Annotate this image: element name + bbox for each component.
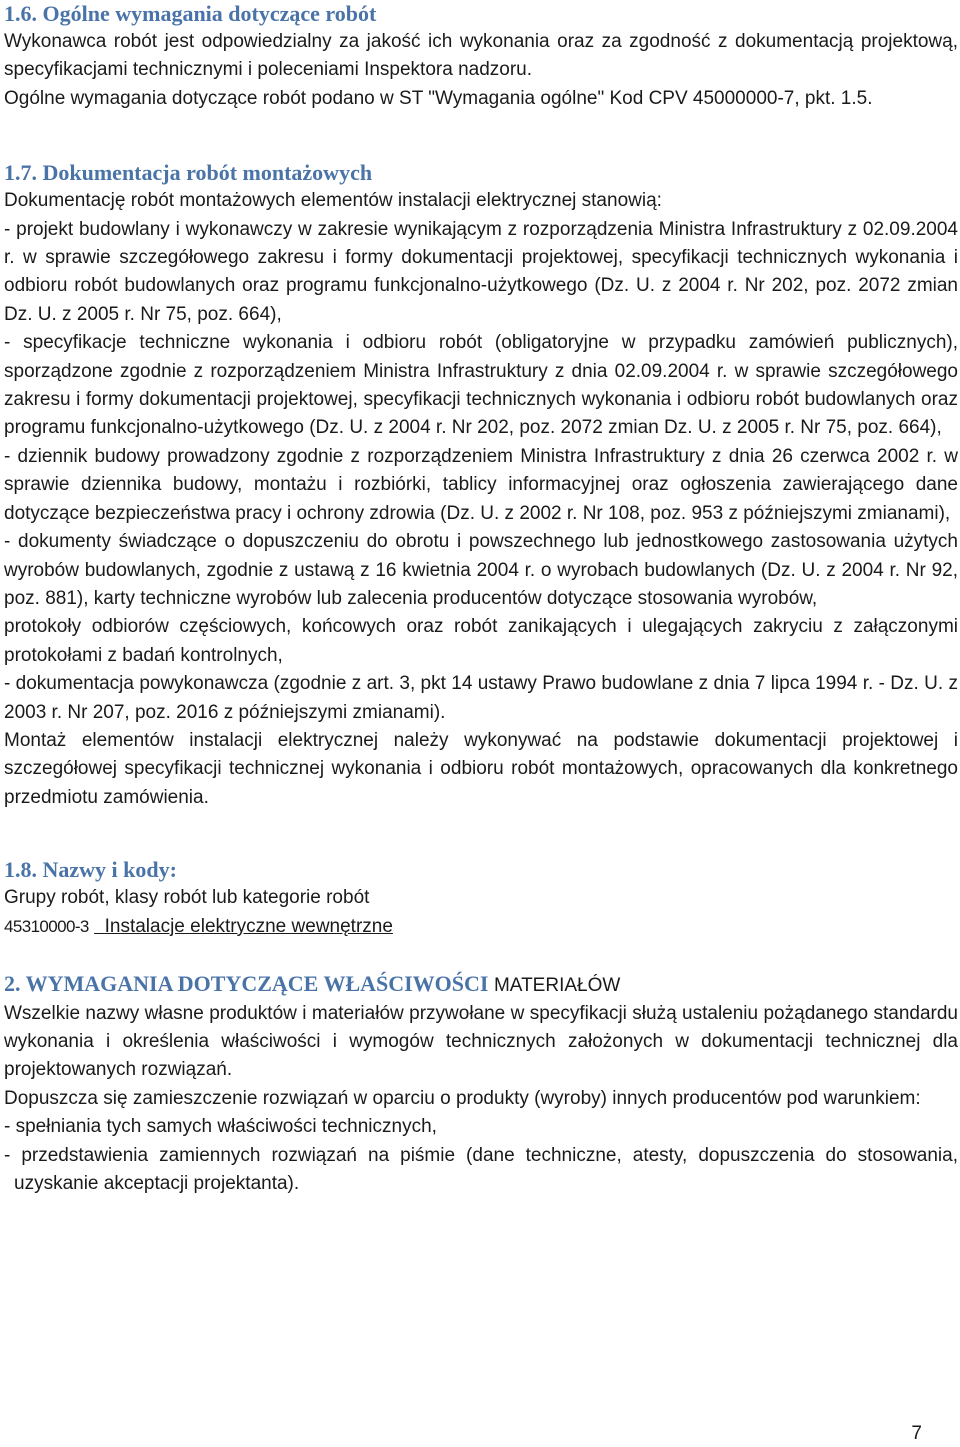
page-number: 7 [911,1423,922,1444]
section-1-7-item-protocols: protokoły odbiorów częściowych, końcowych oraz robót zanikających i ulegających zakryciu z załączonymi protokołami z badań kontrolnych, [4,616,958,666]
cpv-code: 45310000-3 [4,916,89,936]
section-1-7-item-as-built: - dokumentacja powykonawcza (zgodnie z art. 3, pkt 14 ustawy Prawo budowlane z dnia 7 lipca 1994 r. - Dz. U. z 2003 r. Nr 207, poz. 2016 z późniejszymi zmianami). [4,673,958,723]
cpv-code-row [4,913,958,941]
section-1-8-heading: 1.8. Nazwy i kody: [4,857,177,883]
section-1-7-installation-note: Montaż elementów instalacji elektrycznej należy wykonywać na podstawie dokumentacji projektowej i szczegółowej specyfikacji technicznej wykonania i odbioru robót montażowych, opracowanych dla konkretnego przedmiotu zamówienia. [4,729,958,808]
document-page [4,0,958,1198]
section-1-8-subtitle: Grupy robót, klasy robót lub kategorie robót [4,887,370,909]
section-2-paragraph-1: Wszelkie nazwy własne produktów i materiałów przywołane w specyfikacji służą ustaleniu pożądanego standardu wykonania i określenia właściwości i wymogów technicznych założonych w dokumentacji technicznej dla projektowanych rozwiązań. [4,1002,958,1081]
section-1-6-heading: 1.6. Ogólne wymagania dotyczące robót [4,1,377,26]
cpv-code-name: Instalacje elektryczne wewnętrzne [104,915,393,937]
section-1-7-item-project: - projekt budowlany i wykonawczy w zakresie wynikającym z rozporządzenia Ministra Infrastruktury z 02.09.2004 r. w sprawie szczegółowego zakresu i formy dokumentacji projektowej, specyfikacji technicznych wykonania i odbioru robót budowlanych oraz programu funkcjonalno-użytkowego (Dz. U. z 2004 r. Nr 202, poz. 2072 zmian Dz. U. z 2005 r. Nr 75, poz. 664), [4,218,958,325]
section-1-7-item-specifications: - specyfikacje techniczne wykonania i odbioru robót (obligatoryjne w przypadku zamówień publicznych), sporządzone zgodnie z rozporządzeniem Ministra Infrastruktury z dnia 02.09.2004 r. w sprawie szczegółowego zakresu i formy dokumentacji projektowej, specyfikacji technicznych wykonania i odbioru robót budowlanych oraz programu funkcjonalno-użytkowego (Dz. U. z 2004 r. Nr 202, poz. 2072 zmian Dz. U. z 2005 r. Nr 75, poz. 664), [4,332,958,439]
section-1-7-item-site-diary: - dziennik budowy prowadzony zgodnie z rozporządzeniem Ministra Infrastruktury z dnia 26 czerwca 2002 r. w sprawie dziennika budowy, montażu i rozbiórki, tablicy informacyjnej oraz ogłoszenia zawierającego dane dotyczące bezpieczeństwa pracy i ochrony zdrowia (Dz. U. z 2002 r. Nr 108, poz. 953 z późniejszymi zmianami), [4,445,958,524]
section-2-title-tail: MATERIAŁÓW [493,974,621,996]
section-1-6-paragraph-2: Ogólne wymagania dotyczące robót podano w ST "Wymagania ogólne" Kod CPV 45000000-7, pkt. 1.5. [4,87,873,109]
section-2-paragraph-2: Dopuszcza się zamieszczenie rozwiązań w oparciu o produkty (wyroby) innych producentów pod warunkiem: [4,1087,921,1109]
section-1-7-intro: Dokumentację robót montażowych elementów instalacji elektrycznej stanowią: [4,190,662,212]
section-1-7-item-approvals: - dokumenty świadczące o dopuszczeniu do obrotu i powszechnego lub jednostkowego zastosowania użytych wyrobów budowlanych, zgodnie z ustawą z 16 kwietnia 2004 r. o wyrobach budowlanych (Dz. U. z 2004 r. Nr 92, poz. 881), karty techniczne wyrobów lub zalecenia producentów dotyczące stosowania wyrobów, [4,531,958,609]
section-1-6-paragraph-1: Wykonawca robót jest odpowiedzialny za jakość ich wykonania oraz za zgodność z dokumentacją projektową, specyfikacjami technicznymi i poleceniami Inspektora nadzoru. [4,31,958,81]
section-1-7-heading: 1.7. Dokumentacja robót montażowych [4,160,373,186]
section-2-condition-1: - spełniania tych samych właściwości technicznych, [4,1116,437,1138]
section-2-condition-2: - przedstawienia zamiennych rozwiązań na piśmie (dane techniczne, atesty, dopuszczenia do stosowania, uzyskanie akceptacji projektanta). [4,1144,958,1194]
section-2-title: 2. WYMAGANIA DOTYCZĄCE WŁAŚCIWOŚCI [4,970,489,996]
section-2-heading [4,970,958,1000]
